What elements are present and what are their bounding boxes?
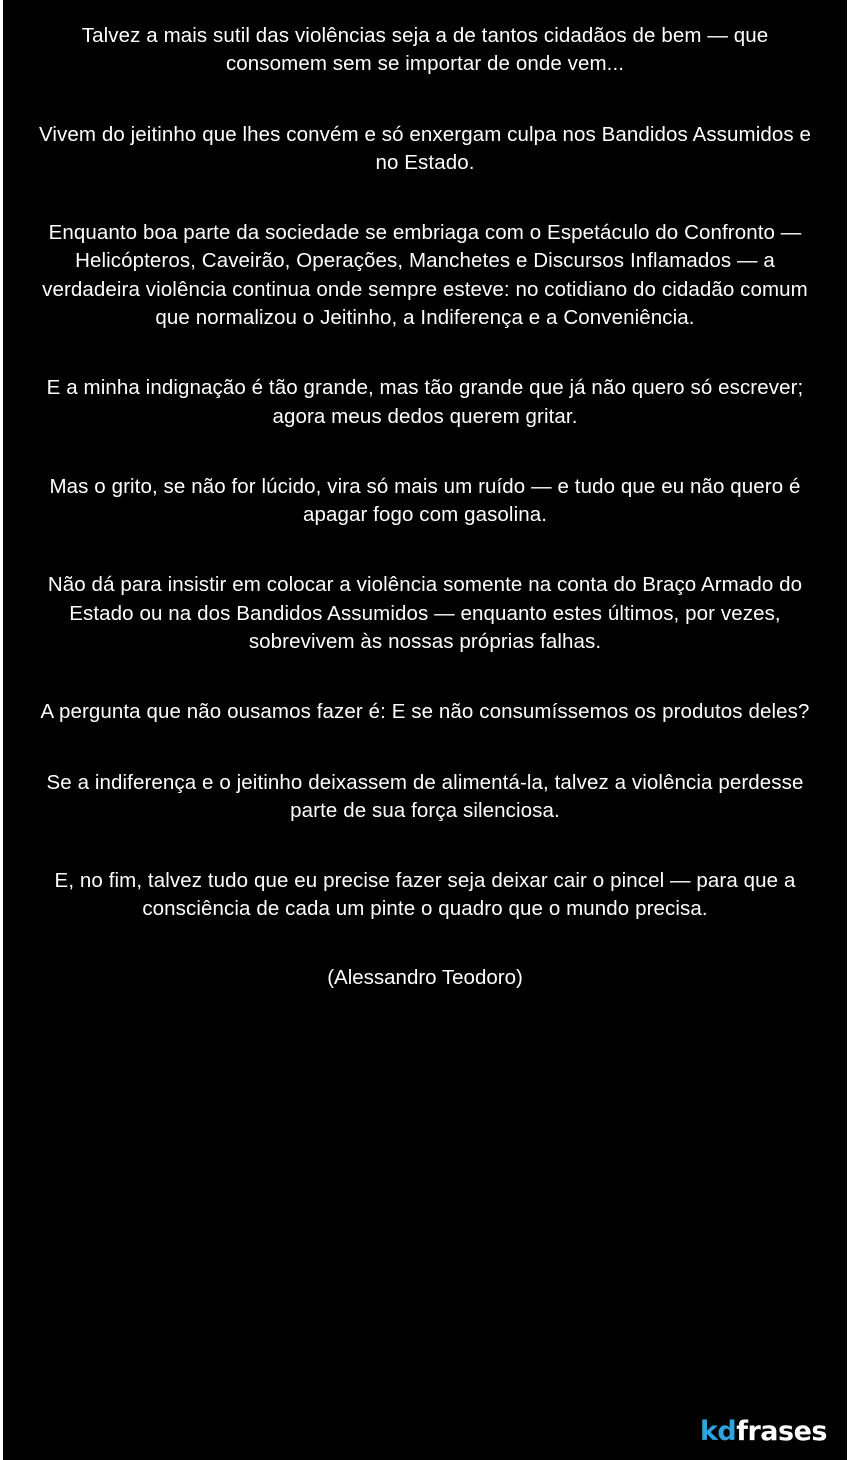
quote-text-block <box>3 0 847 1000</box>
quote-paragraph: Mas o grito, se não for lúcido, vira só mais um ruído — e tudo que eu não quero é apagar fogo com gasolina. <box>49 474 801 527</box>
logo-text-primary: kd <box>699 1416 737 1447</box>
quote-paragraph: A pergunta que não ousamos fazer é: E se não consumíssemos os produtos deles? <box>40 700 810 724</box>
quote-paragraph: Se a indiferença e o jeitinho deixassem de alimentá-la, talvez a violência perdesse parte de sua força silenciosa. <box>46 770 804 822</box>
quote-author: (Alessandro Teodoro) <box>327 965 523 989</box>
quote-paragraph: Vivem do jeitinho que lhes convém e só enxergam culpa nos Bandidos Assumidos e no Estado. <box>38 122 812 174</box>
quote-paragraph: Talvez a mais sutil das violências seja a de tantos cidadãos de bem — que consomem sem se importar de onde vem... <box>81 24 769 76</box>
kdfrases-logo[interactable] <box>696 1413 831 1450</box>
logo-text-secondary: frases <box>736 1416 827 1447</box>
quote-paragraph: E, no fim, talvez tudo que eu precise fazer seja deixar cair o pincel — para que a consciência de cada um pinte o quadro que o mundo precisa. <box>54 869 796 921</box>
quote-paragraph: E a minha indignação é tão grande, mas tão grande que já não quero só escrever; agora meus dedos querem gritar. <box>46 376 804 428</box>
quote-paragraph: Enquanto boa parte da sociedade se embriaga com o Espetáculo do Confronto — Helicópteros, Caveirão, Operações, Manchetes e Discursos Inflamados — a verdadeira violência continua onde sempre esteve: no cotidiano do cidadão comum que normalizou o Jeitinho, a Indiferença e a Conveniência. <box>42 221 808 329</box>
quote-paragraph: Não dá para insistir em colocar a violência somente na conta do Braço Armado do Estado ou na dos Bandidos Assumidos — enquanto estes últimos, por vezes, sobrevivem às nossas próprias falhas. <box>47 573 803 653</box>
